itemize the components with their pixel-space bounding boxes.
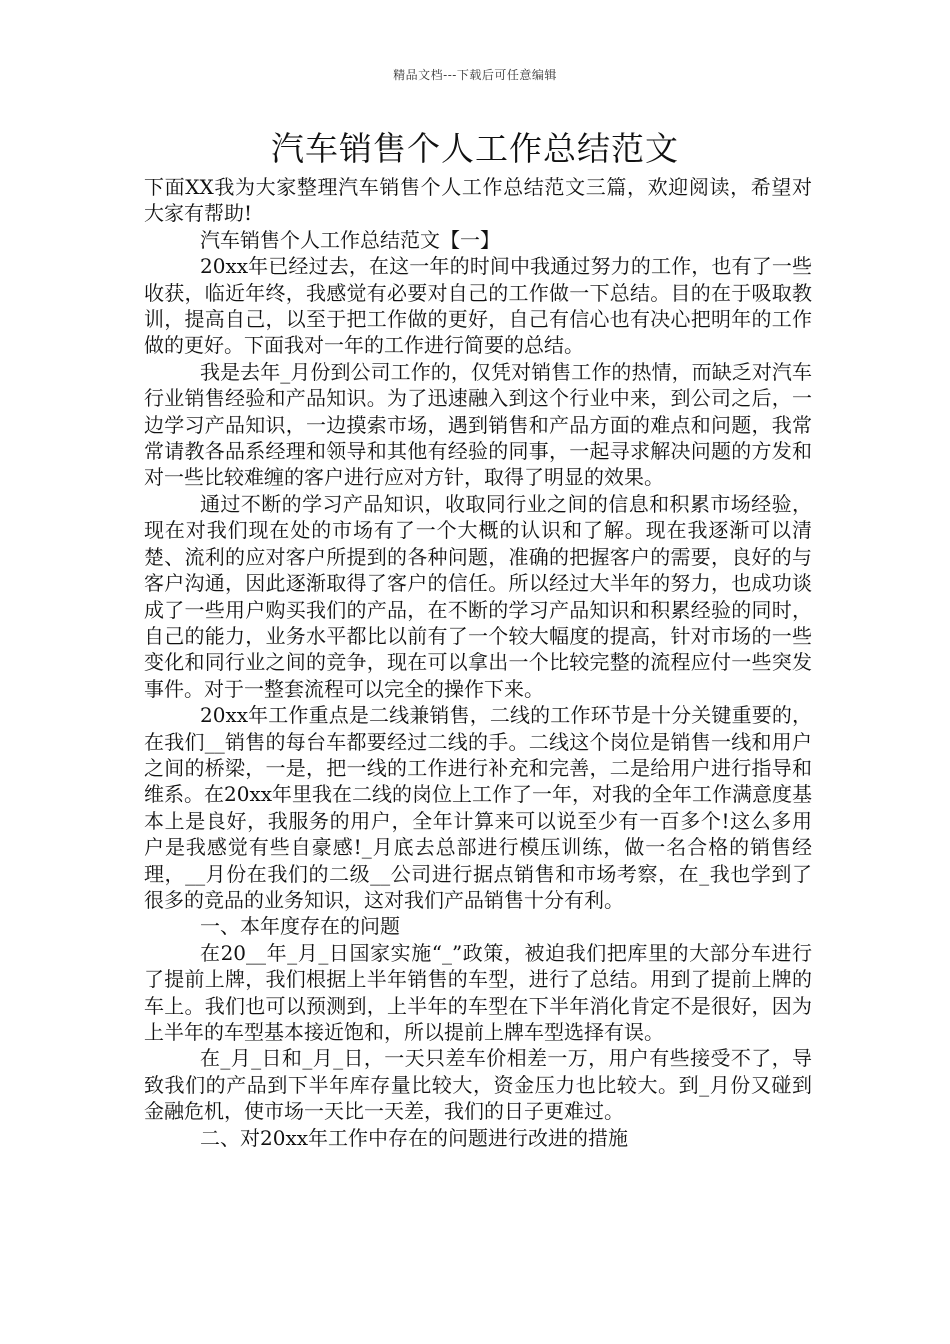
subsection-heading: 二、对20xx年工作中存在的问题进行改进的措施 [200, 1125, 629, 1150]
body-paragraph: 在20__年_月_日国家实施“_”政策，被迫我们把库里的大部分车进行了提前上牌，我们根据上半年销售的车型，进行了总结。用到了提前上牌的车上。我们也可以预测到，上半年的车型在下半年消化肯定不是很好，因为上半年的车型基本接近饱和，所以提前上牌车型选择有误。 [144, 940, 812, 1044]
body-paragraph: 20xx年工作重点是二线兼销售，二线的工作环节是十分关键重要的，在我们__销售的每台车都要经过二线的手。二线这个岗位是销售一线和用户之间的桥梁，一是，把一线的工作进行补充和完善，二是给用户进行指导和维系。在20xx年里我在二线的岗位上工作了一年，对我的全年工作满意度基本上是良好，我服务的用户，全年计算来可以说至少有一百多个!这么多用户是我感觉有些自豪感!_月底去总部进行模压训练，做一名合格的销售经理，__月份在我们的二级__公司进行据点销售和市场考察，在_我也学到了很多的竞品的业务知识，这对我们产品销售十分有利。 [144, 703, 813, 912]
header-note: 精品文档---下载后可任意编辑 [393, 68, 557, 82]
section-heading: 汽车销售个人工作总结范文【一】 [200, 227, 500, 252]
document-title: 汽车销售个人工作总结范文 [271, 129, 679, 168]
subsection-heading: 一、本年度存在的问题 [200, 914, 400, 939]
document-body [144, 174, 812, 1151]
body-paragraph: 通过不断的学习产品知识，收取同行业之间的信息和积累市场经验，现在对我们现在处的市场有了一个大概的认识和了解。现在我逐渐可以清楚、流利的应对客户所提到的各种问题，准确的把握客户的需要，良好的与客户沟通，因此逐渐取得了客户的信任。所以经过大半年的努力，也成功谈成了一些用户购买我们的产品，在不断的学习产品知识和积累经验的同时，自己的能力，业务水平都比以前有了一个较大幅度的提高，针对市场的一些变化和同行业之间的竞争，现在可以拿出一个比较完整的流程应付一些突发事件。对于一整套流程可以完全的操作下来。 [144, 491, 812, 701]
body-paragraph: 20xx年已经过去，在这一年的时间中我通过努力的工作，也有了一些收获，临近年终，我感觉有必要对自己的工作做一下总结。目的在于吸取教训，提高自己，以至于把工作做的更好，自己有信心也有决心把明年的工作做的更好。下面我对一年的工作进行简要的总结。 [144, 254, 812, 358]
body-paragraph: 我是去年_月份到公司工作的，仅凭对销售工作的热情，而缺乏对汽车行业销售经验和产品知识。为了迅速融入到这个行业中来，到公司之后，一边学习产品知识，一边摸索市场，遇到销售和产品方面的难点和问题，我常常请教各品系经理和领导和其他有经验的同事，一起寻求解决问题的方发和对一些比较难缠的客户进行应对方针，取得了明显的效果。 [144, 359, 812, 490]
intro-paragraph: 下面XX我为大家整理汽车销售个人工作总结范文三篇，欢迎阅读，希望对大家有帮助! [144, 175, 812, 226]
body-paragraph: 在_月_日和_月_日，一天只差车价相差一万，用户有些接受不了，导致我们的产品到下半年库存量比较大，资金压力也比较大。到_月份又碰到金融危机，使市场一天比一天差，我们的日子更难过。 [144, 1046, 812, 1124]
